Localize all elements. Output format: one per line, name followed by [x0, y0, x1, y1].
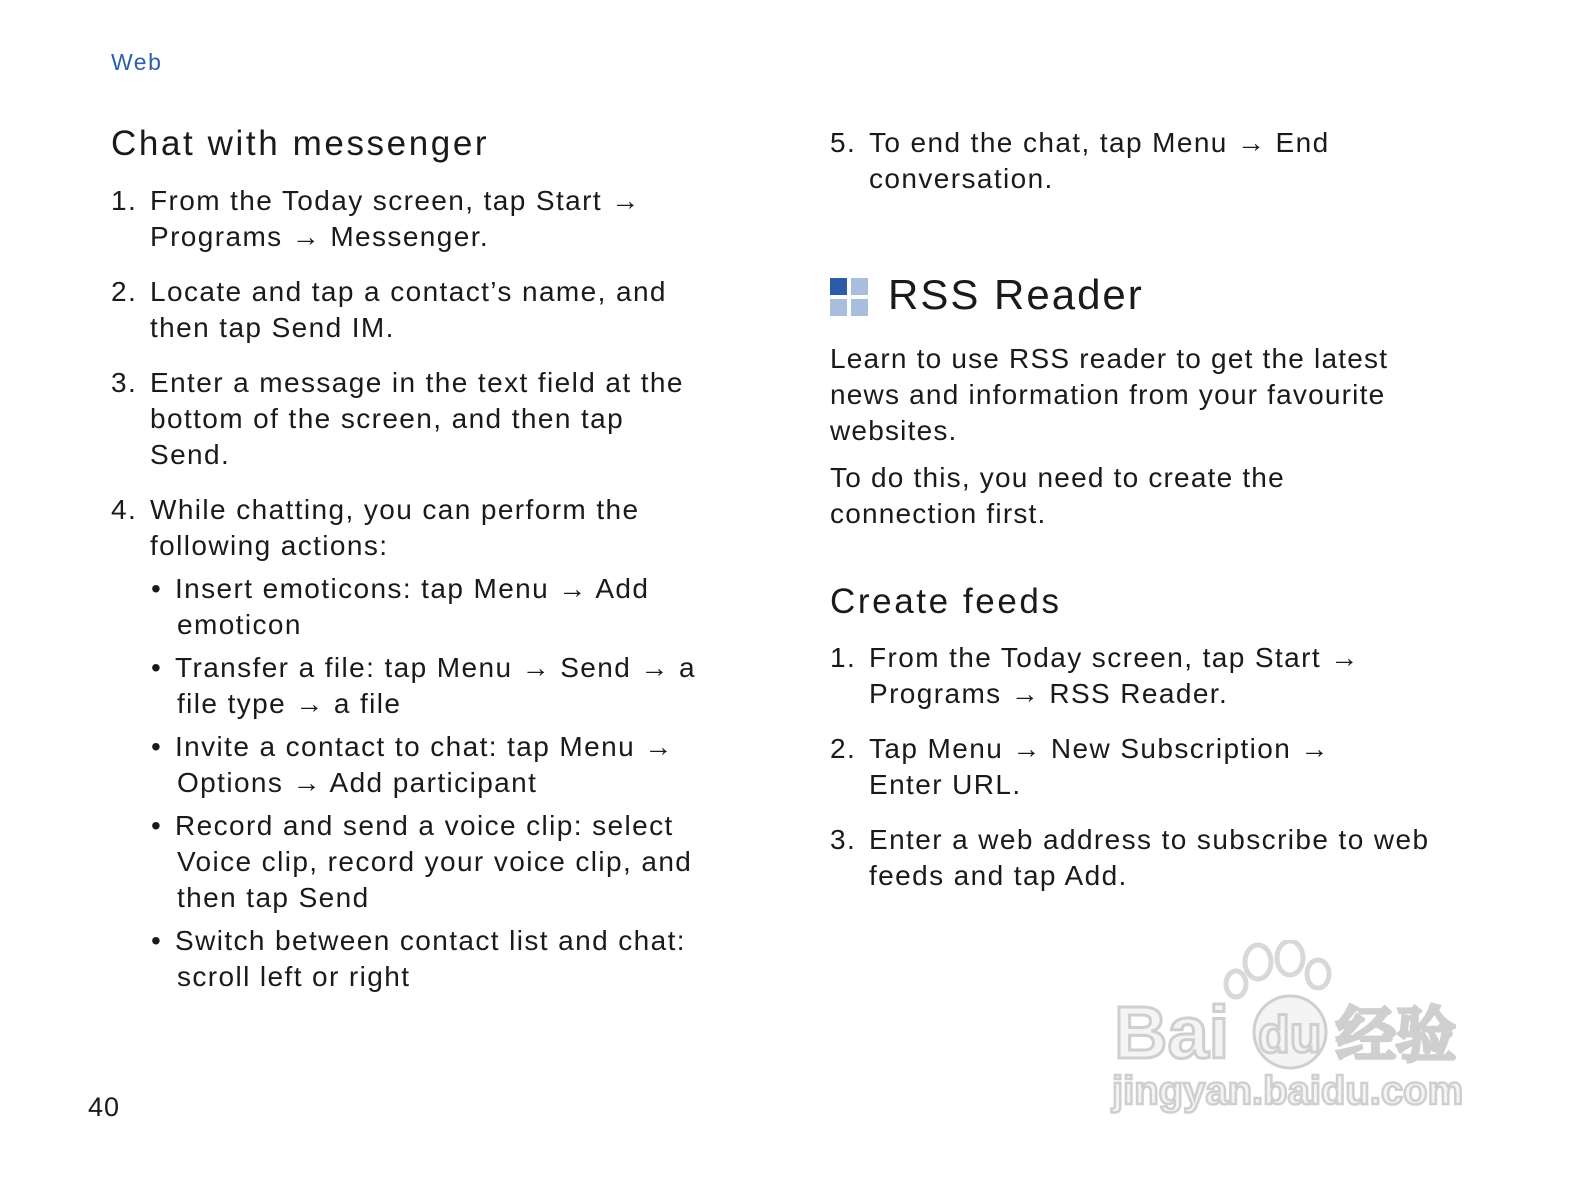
step-line: Locate and tap a contact’s name, and [150, 276, 667, 307]
bullet-dot: • [151, 731, 163, 762]
paragraph-line: To do this, you need to create the [830, 462, 1285, 493]
paragraph-line: websites. [830, 415, 958, 446]
page-number: 40 [88, 1092, 121, 1122]
step-number: 4. [111, 494, 138, 525]
svg-text:Bai: Bai [1114, 991, 1230, 1074]
paragraph-line: news and information from your favourite [830, 379, 1386, 410]
bullet-line: Options → Add participant [177, 767, 538, 798]
action-bullet-invite [151, 729, 731, 801]
step-line: conversation. [869, 163, 1054, 194]
step-line: Enter URL. [869, 769, 1022, 800]
step-number: 1. [111, 185, 138, 216]
svg-text:du: du [1258, 1006, 1322, 1064]
bullet-dot: • [151, 652, 163, 683]
feeds-step-2 [830, 731, 1470, 803]
svg-text:经验: 经验 [1336, 1001, 1456, 1071]
bullet-line: Record and send a voice clip: select [175, 810, 674, 841]
step-line: feeds and tap Add. [869, 860, 1128, 891]
step-number: 3. [111, 367, 138, 398]
chat-step-5 [830, 125, 1470, 197]
feeds-step-1 [830, 640, 1470, 712]
bullet-dot: • [151, 925, 163, 956]
step-line: From the Today screen, tap Start → [150, 185, 641, 216]
bullet-line: Invite a contact to chat: tap Menu → [175, 731, 674, 762]
step-line: Programs → Messenger. [150, 221, 490, 252]
svg-text:jingyan.baidu.com: jingyan.baidu.com [1112, 1069, 1464, 1113]
step-line: Enter a web address to subscribe to web [869, 824, 1430, 855]
step-line: Programs → RSS Reader. [869, 678, 1229, 709]
rss-section-icon [830, 278, 870, 318]
chat-heading: Chat with messenger [111, 124, 490, 163]
step-line: Tap Menu → New Subscription → [869, 733, 1330, 764]
step-line: bottom of the screen, and then tap [150, 403, 625, 434]
bullet-line: Transfer a file: tap Menu → Send → a [175, 652, 696, 683]
chat-step-3 [111, 365, 731, 473]
rss-intro-paragraph [830, 341, 1470, 449]
step-number: 3. [830, 824, 857, 855]
paragraph-line: Learn to use RSS reader to get the latest [830, 343, 1389, 374]
bullet-dot: • [151, 573, 163, 604]
bullet-dot: • [151, 810, 163, 841]
chat-step-4 [111, 492, 731, 564]
action-bullet-switch [151, 923, 731, 995]
bullet-line: scroll left or right [177, 961, 411, 992]
section-tag: Web [111, 49, 163, 75]
step-number: 1. [830, 642, 857, 673]
bullet-line: emoticon [177, 609, 302, 640]
rss-connection-paragraph [830, 460, 1470, 532]
step-line: From the Today screen, tap Start → [869, 642, 1360, 673]
rss-reader-heading: RSS Reader [888, 271, 1144, 318]
chat-step-1 [111, 183, 731, 255]
action-bullet-emoticons [151, 571, 731, 643]
step-number: 2. [830, 733, 857, 764]
step-line: then tap Send IM. [150, 312, 395, 343]
paragraph-line: connection first. [830, 498, 1047, 529]
step-line: To end the chat, tap Menu → End [869, 127, 1330, 158]
action-bullet-voice-clip [151, 808, 731, 916]
baidu-jingyan-watermark [1108, 940, 1478, 1120]
step-line: Send. [150, 439, 231, 470]
chat-step-2 [111, 274, 731, 346]
bullet-line: Insert emoticons: tap Menu → Add [175, 573, 650, 604]
bullet-line: Switch between contact list and chat: [175, 925, 686, 956]
bullet-line: file type → a file [177, 688, 402, 719]
action-bullet-transfer [151, 650, 731, 722]
bullet-line: then tap Send [177, 882, 370, 913]
step-number: 2. [111, 276, 138, 307]
step-line: While chatting, you can perform the [150, 494, 640, 525]
create-feeds-heading: Create feeds [830, 582, 1062, 621]
feeds-step-3 [830, 822, 1470, 894]
step-line: Enter a message in the text field at the [150, 367, 684, 398]
step-line: following actions: [150, 530, 389, 561]
bullet-line: Voice clip, record your voice clip, and [177, 846, 693, 877]
step-number: 5. [830, 127, 857, 158]
